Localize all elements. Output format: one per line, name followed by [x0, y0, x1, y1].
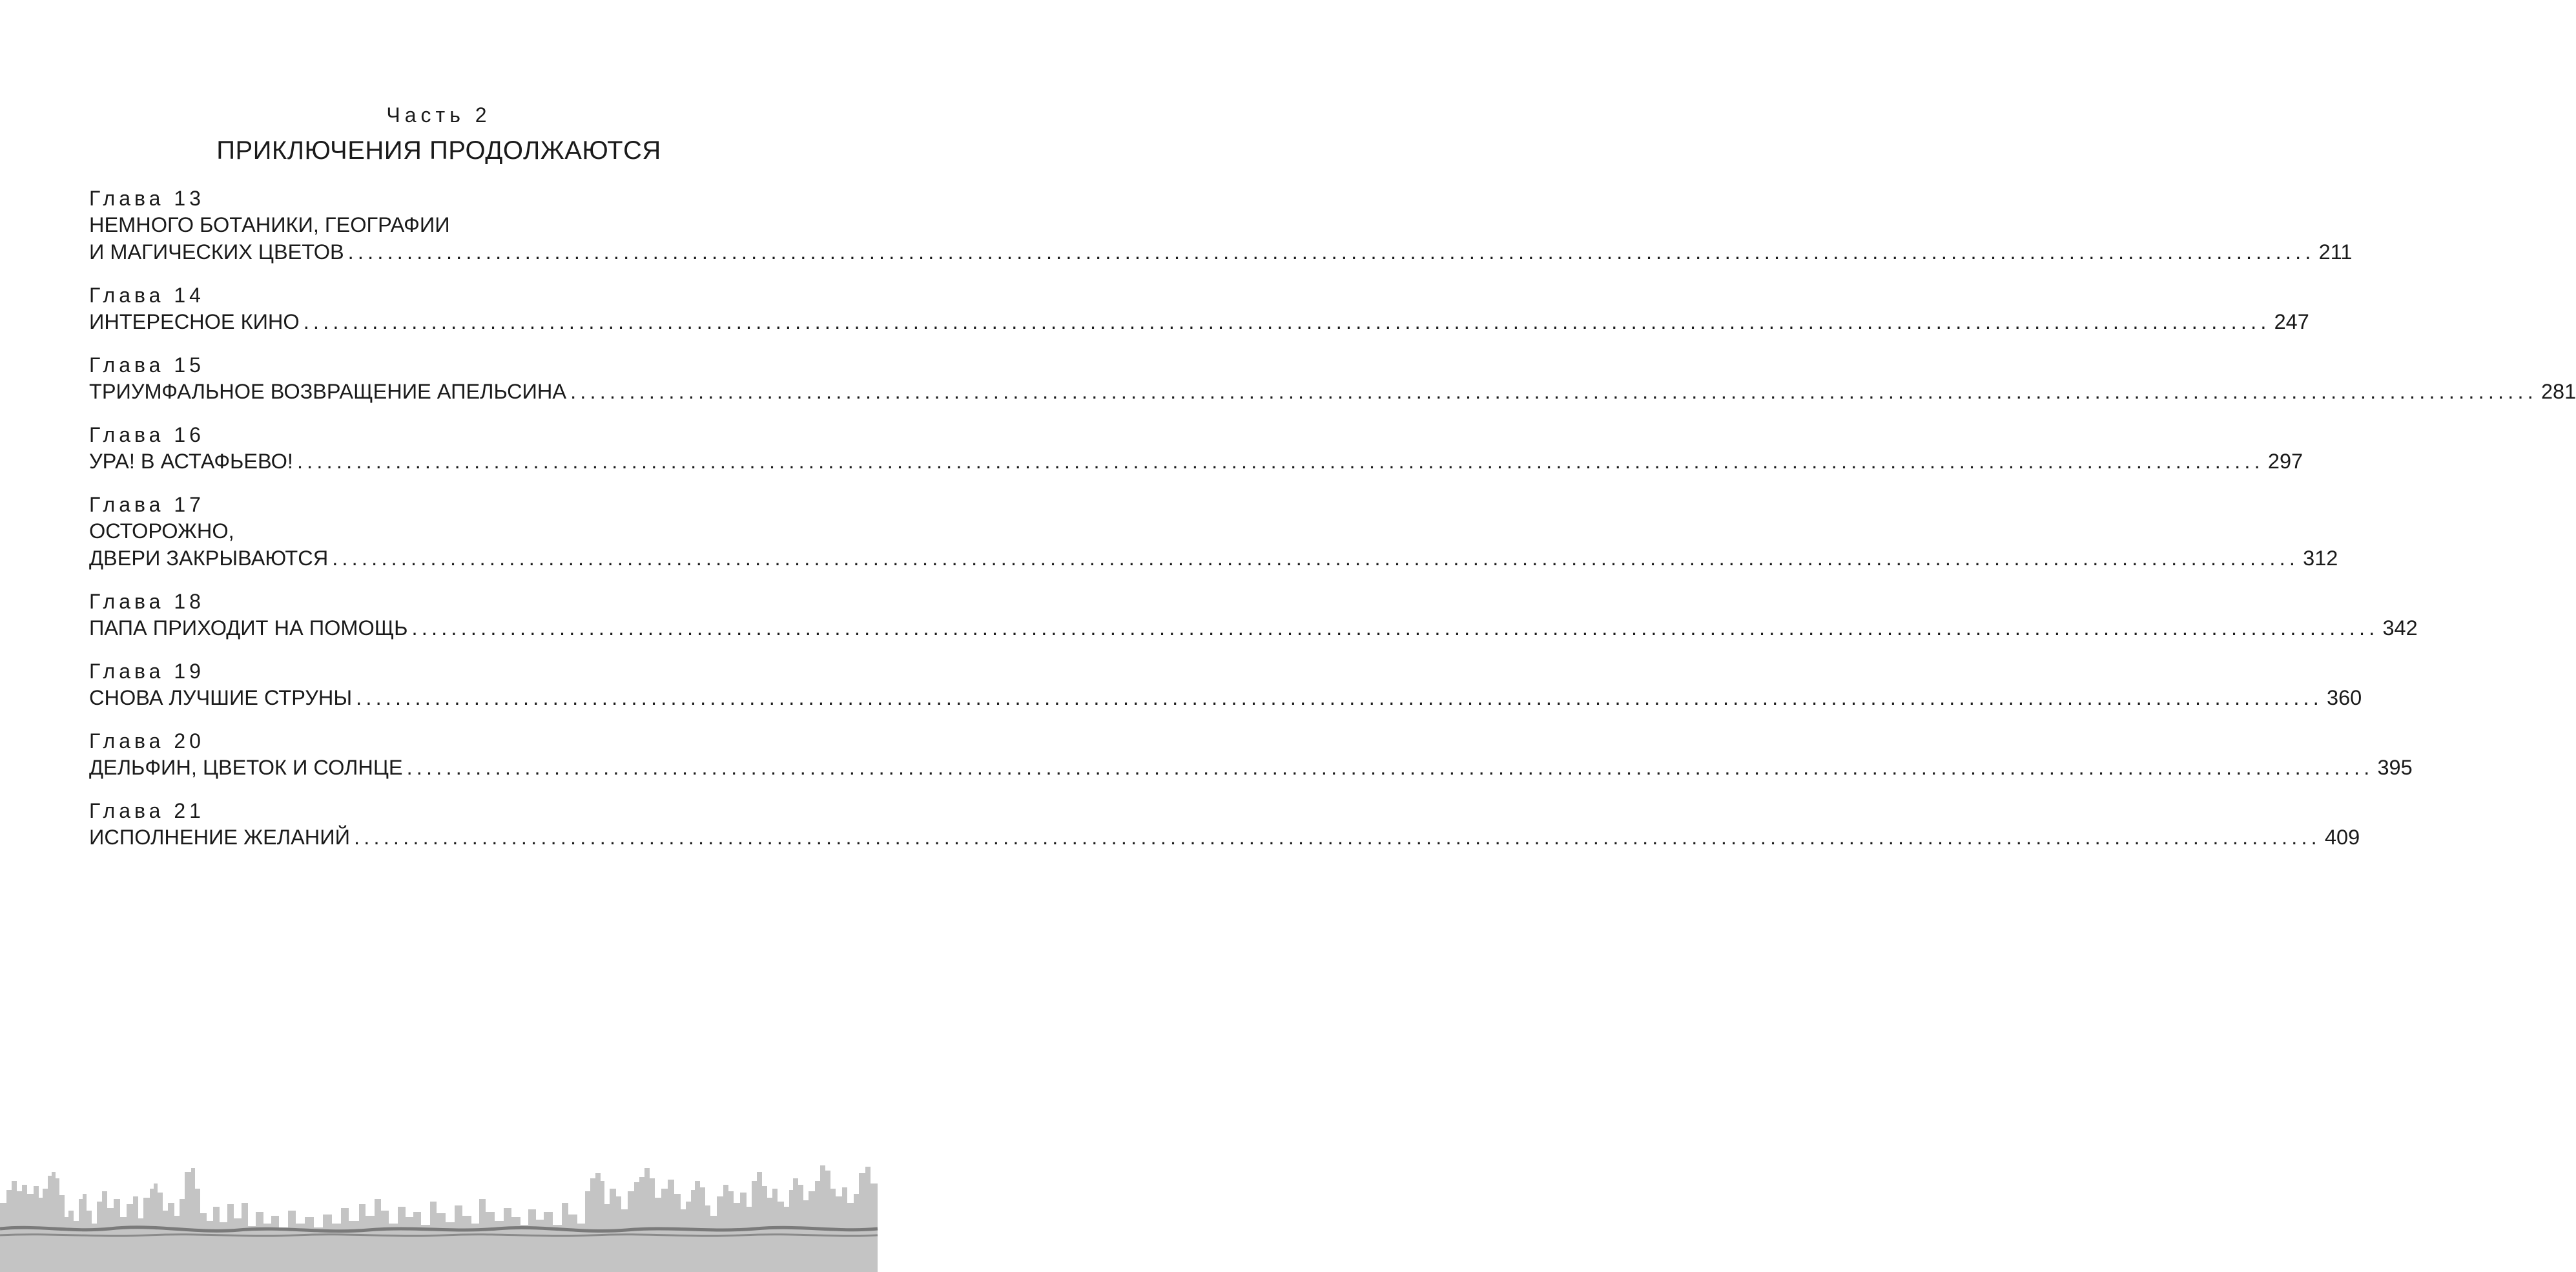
chapter-title: ДВЕРИ ЗАКРЫВАЮТСЯ — [89, 547, 329, 570]
dot-leader: ........................................................................................................................................................................................................ — [411, 616, 2379, 640]
toc-entry-21[interactable] — [89, 798, 2360, 851]
table-of-contents — [89, 185, 2576, 868]
dot-leader: ........................................................................................................................................................................................................ — [332, 547, 2300, 570]
chapter-title: УРА! В АСТАФЬЕВО! — [89, 450, 293, 473]
chapter-title-line — [89, 378, 2576, 405]
page-number: 360 — [2327, 686, 2362, 709]
page-number: 247 — [2274, 310, 2309, 333]
dot-leader: ........................................................................................................................................................................................................ — [296, 450, 2264, 473]
chapter-title-line — [89, 754, 2413, 781]
page-number: 409 — [2324, 826, 2360, 849]
chapter-label: Глава 13 — [89, 187, 205, 210]
chapter-title: ТРИУМФАЛЬНОЕ ВОЗВРАЩЕНИЕ АПЕЛЬСИНА — [89, 380, 567, 403]
chapter-label: Глава 18 — [89, 590, 205, 613]
chapter-title: ДЕЛЬФИН, ЦВЕТОК И СОЛНЦЕ — [89, 756, 403, 779]
toc-entry-19[interactable] — [89, 658, 2362, 711]
chapter-label: Глава 17 — [89, 493, 205, 516]
toc-entry-20[interactable] — [89, 728, 2413, 781]
part-title: ПРИКЛЮЧЕНИЯ ПРОДОЛЖАЮТСЯ — [216, 136, 661, 165]
chapter-label: Глава 16 — [89, 423, 205, 446]
chapter-title: ИСПОЛНЕНИЕ ЖЕЛАНИЙ — [89, 826, 350, 849]
chapter-title-line — [89, 308, 2309, 335]
page-number: 312 — [2303, 547, 2338, 570]
chapter-title-line — [89, 684, 2362, 711]
page-number: 342 — [2382, 616, 2418, 640]
skyline-silhouette — [0, 1165, 878, 1272]
page-number: 395 — [2377, 756, 2413, 779]
chapter-title-line — [89, 824, 2360, 851]
chapter-title-line — [89, 545, 2338, 572]
dot-leader: ........................................................................................................................................................................................................ — [406, 756, 2374, 779]
chapter-title-line — [89, 238, 2353, 266]
chapter-label: Глава 20 — [89, 729, 205, 753]
toc-entry-16[interactable] — [89, 422, 2303, 475]
dot-leader: ........................................................................................................................................................................................................ — [354, 826, 2321, 849]
chapter-title-first-line: ОСТОРОЖНО, — [89, 519, 234, 543]
chapter-title: И МАГИЧЕСКИХ ЦВЕТОВ — [89, 240, 344, 264]
chapter-title: СНОВА ЛУЧШИЕ СТРУНЫ — [89, 686, 353, 709]
chapter-label: Глава 15 — [89, 353, 205, 377]
page-number: 281 — [2540, 380, 2576, 403]
chapter-title-line — [89, 614, 2418, 641]
part-label: Часть 2 — [386, 103, 491, 127]
toc-entry-13[interactable] — [89, 185, 2353, 266]
chapter-title: ИНТЕРЕСНОЕ КИНО — [89, 310, 300, 333]
toc-entry-14[interactable] — [89, 282, 2309, 335]
dot-leader: ........................................................................................................................................................................................................ — [356, 686, 2324, 709]
chapter-title-line — [89, 448, 2303, 475]
chapter-label: Глава 14 — [89, 284, 205, 307]
dot-leader: ........................................................................................................................................................................................................ — [347, 240, 2315, 264]
dot-leader: ........................................................................................................................................................................................................ — [303, 310, 2271, 333]
chapter-label: Глава 21 — [89, 799, 205, 822]
toc-entry-17[interactable] — [89, 492, 2338, 572]
chapter-label: Глава 19 — [89, 660, 205, 683]
chapter-title: ПАПА ПРИХОДИТ НА ПОМОЩЬ — [89, 616, 408, 640]
page-number: 297 — [2267, 450, 2303, 473]
toc-entry-18[interactable] — [89, 589, 2418, 641]
chapter-title-first-line: НЕМНОГО БОТАНИКИ, ГЕОГРАФИИ — [89, 213, 450, 236]
city-skyline-icon — [0, 1127, 878, 1272]
toc-entry-15[interactable] — [89, 352, 2576, 405]
dot-leader: ........................................................................................................................................................................................................ — [570, 380, 2537, 403]
page-number: 211 — [2318, 240, 2353, 264]
